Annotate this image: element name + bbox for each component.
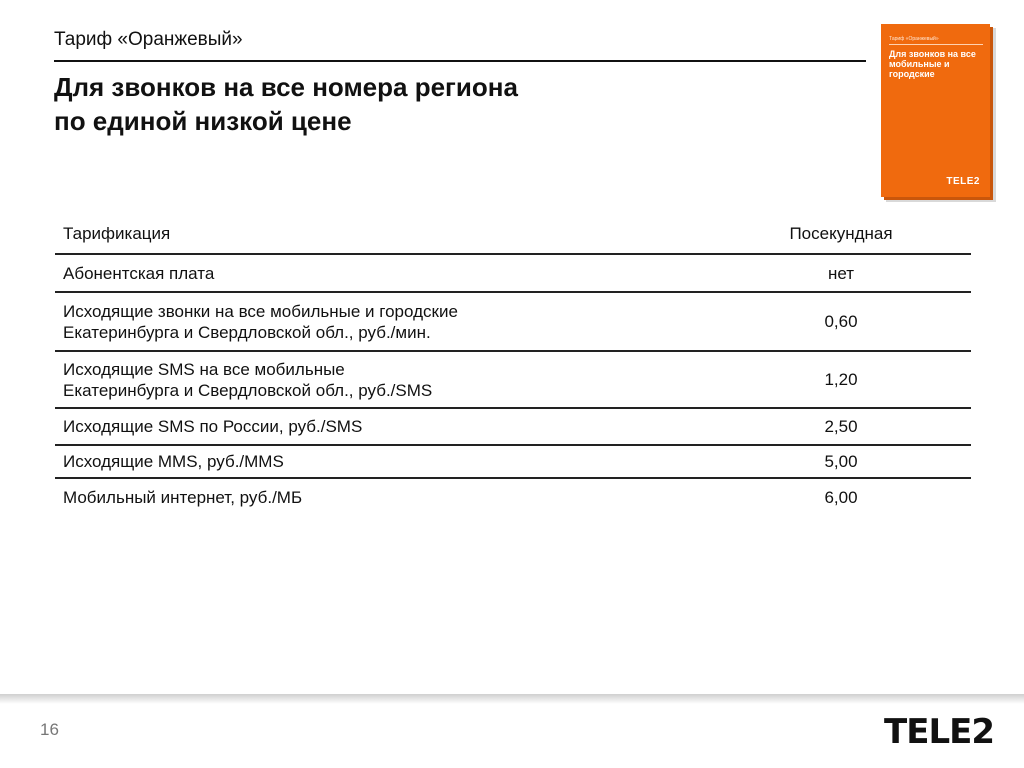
- row-param: Исходящие SMS по России, руб./SMS: [55, 408, 711, 445]
- row-param-line-2: Екатеринбурга и Свердловской обл., руб./SMS: [63, 380, 433, 400]
- table-row: [55, 445, 971, 478]
- page-number: 16: [40, 720, 59, 739]
- table-row: [55, 254, 971, 292]
- row-param: Исходящие MMS, руб./MMS: [55, 445, 711, 478]
- row-value: 2,50: [711, 408, 971, 445]
- row-param: Абонентская плата: [55, 254, 711, 292]
- top-rule: [54, 60, 866, 62]
- row-param-line-1: Исходящие звонки на все мобильные и городские: [63, 301, 458, 321]
- row-param: [55, 292, 711, 351]
- booklet-logo: TELE2: [946, 176, 980, 187]
- row-value: 6,00: [824, 488, 858, 507]
- row-value: 0,60: [711, 292, 971, 351]
- table-row: [55, 292, 971, 351]
- tele2-logo: TELE2: [884, 712, 994, 752]
- booklet-small-title: Тариф «Оранжевый»: [889, 36, 939, 42]
- table-row: [55, 478, 971, 516]
- row-param: Мобильный интернет, руб./МБ: [63, 488, 303, 507]
- table-row: [55, 351, 971, 408]
- row-param: [55, 351, 711, 408]
- booklet-divider: [889, 44, 983, 45]
- kicker: Тариф «Оранжевый»: [54, 29, 243, 50]
- booklet-image: [881, 24, 990, 197]
- row-param-line-1: Исходящие SMS на все мобильные: [63, 359, 345, 379]
- row-param: Тарификация: [55, 214, 711, 254]
- row-value: нет: [711, 254, 971, 292]
- row-value: 1,20: [711, 351, 971, 408]
- footer-band: [0, 694, 1024, 704]
- row-value: 5,00: [711, 445, 971, 478]
- row-param-line-2: Екатеринбурга и Свердловской обл., руб./мин.: [63, 322, 431, 342]
- tariff-table: [55, 214, 971, 516]
- page-title: [54, 70, 674, 138]
- table-row: [55, 214, 971, 254]
- row-value: Посекундная: [711, 214, 971, 254]
- title-line-2: по единой низкой цене: [54, 106, 352, 136]
- title-line-1: Для звонков на все номера региона: [54, 72, 518, 102]
- booklet-text: Для звонков на все мобильные и городские: [889, 49, 976, 79]
- table-row: [55, 408, 971, 445]
